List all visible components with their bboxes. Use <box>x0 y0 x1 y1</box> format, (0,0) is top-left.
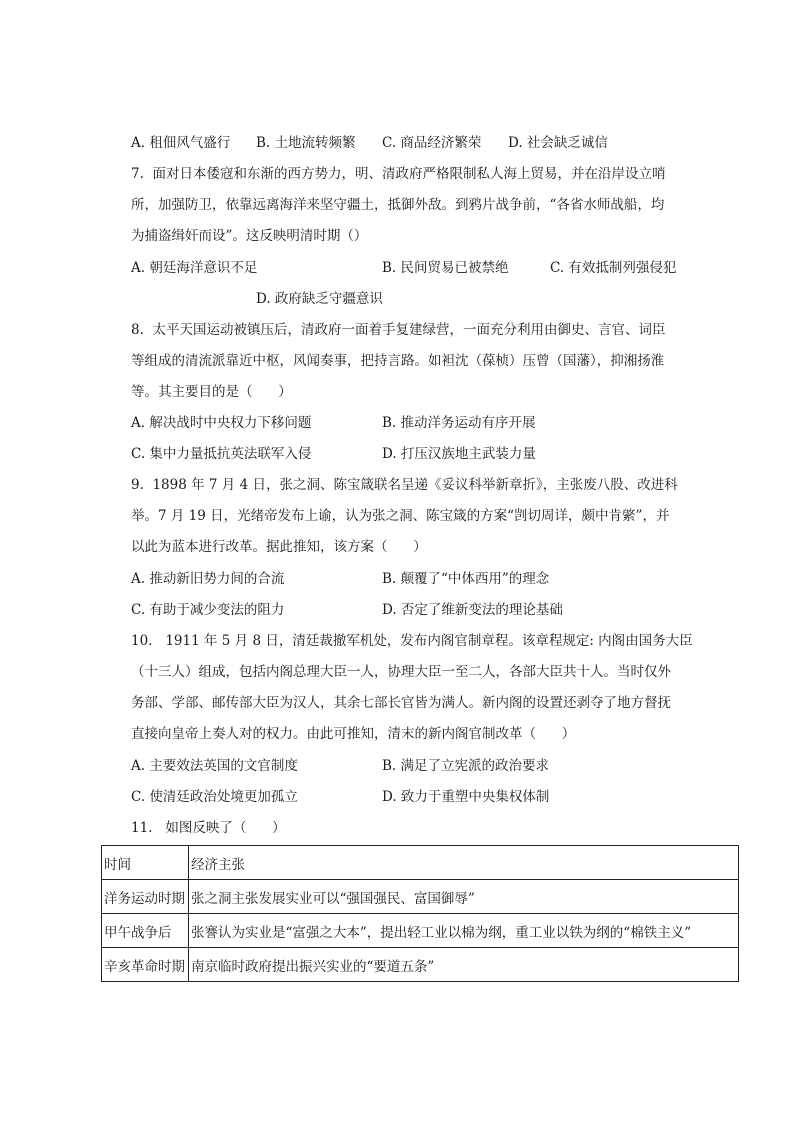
q7-option-c: C. 有效抵制列强侵犯 <box>550 260 677 276</box>
q10-stem-line-1: 10. 1911 年 5 月 8 日，清廷裁撤军机处，发布内阁官制章程。该章程规定: 内阁由国务大臣 <box>131 633 693 649</box>
q9-option-c: C. 有助于减少变法的阻力 <box>131 602 285 618</box>
table-cell-period: 甲午战争后 <box>102 914 189 948</box>
q7-option-a: A. 朝廷海洋意识不足 <box>131 260 258 276</box>
q8-option-d: D. 打压汉族地主武装力量 <box>382 446 536 462</box>
table-row <box>102 880 739 914</box>
q7-stem-line-3: 为捕盗缉奸而设”。这反映明清时期（） <box>131 228 368 244</box>
table-header-cell: 经济主张 <box>189 846 739 880</box>
table-cell-proposal: 南京临时政府提出振兴实业的“要道五条” <box>189 948 739 982</box>
q8-option-b: B. 推动洋务运动有序开展 <box>382 415 536 431</box>
q11-stem: 11. 如图反映了（ ） <box>131 820 286 836</box>
q7-option-b: B. 民间贸易已被禁绝 <box>382 260 509 276</box>
q9-stem-line-3: 以此为蓝本进行改革。据此推知，该方案（ ） <box>131 539 427 555</box>
q8-stem-line-1: 8. 太平天国运动被镇压后，清政府一面着手复建绿营，一面充分利用由御史、言官、词臣 <box>131 322 666 338</box>
q9-stem-line-2: 举。7 月 19 日，光绪帝发布上谕，认为张之洞、陈宝箴的方案“剀切周详，颇中肯綮”，并 <box>131 508 670 524</box>
q10-stem-line-3: 务部、学部、邮传部大臣为汉人，其余七部长官皆为满人。新内阁的设置还剥夺了地方督抚 <box>131 695 671 711</box>
q9-option-d: D. 否定了维新变法的理论基础 <box>382 602 563 618</box>
table-cell-proposal: 张謇认为实业是“富强之大本”，提出轻工业以棉为纲，重工业以铁为纲的“棉铁主义” <box>189 914 739 948</box>
q7-option-d: D. 政府缺乏守疆意识 <box>256 291 383 307</box>
table-cell-proposal: 张之洞主张发展实业可以“强国强民、富国御辱” <box>189 880 739 914</box>
q11-table <box>101 845 739 982</box>
table-cell-period: 辛亥革命时期 <box>102 948 189 982</box>
q8-option-a: A. 解决战时中央权力下移问题 <box>131 415 312 431</box>
q9-stem-line-1: 9. 1898 年 7 月 4 日，张之洞、陈宝箴联名呈递《妥议科举新章折》，主张废八股、改进科 <box>131 477 678 493</box>
q8-stem-line-2: 等组成的清流派靠近中枢，风闻奏事，把持言路。如袒沈（葆桢）压曾（国藩），抑湘扬淮 <box>131 353 665 369</box>
q10-stem-line-2: （十三人）组成，包括内阁总理大臣一人，协理大臣一至二人，各部大臣共十人。当时仅外 <box>131 664 671 680</box>
table-cell-period: 洋务运动时期 <box>102 880 189 914</box>
q6-option-c: C. 商品经济繁荣 <box>382 135 482 151</box>
q7-stem-line-1: 7. 面对日本倭寇和东渐的西方势力，明、清政府严格限制私人海上贸易，并在沿岸设立哨 <box>131 166 666 182</box>
table-header-row <box>102 846 739 880</box>
table-row <box>102 948 739 982</box>
q9-option-a: A. 推动新旧势力间的合流 <box>131 571 285 587</box>
q10-option-b: B. 满足了立宪派的政治要求 <box>382 758 550 774</box>
q9-option-b: B. 颠覆了“中体西用”的理念 <box>382 571 550 587</box>
q10-option-a: A. 主要效法英国的文官制度 <box>131 758 298 774</box>
table-header-cell: 时间 <box>102 846 189 880</box>
q6-option-a: A. 租佃风气盛行 <box>131 135 231 151</box>
q6-option-d: D. 社会缺乏诚信 <box>508 135 608 151</box>
q10-option-c: C. 使清廷政治处境更加孤立 <box>131 789 298 805</box>
q8-stem-line-3: 等。其主要目的是（ ） <box>131 384 292 400</box>
q6-option-b: B. 土地流转频繁 <box>256 135 356 151</box>
q10-stem-line-4: 直接向皇帝上奏人对的权力。由此可推知，清末的新内阁官制改革（ ） <box>131 726 576 742</box>
q8-option-c: C. 集中力量抵抗英法联军入侵 <box>131 446 312 462</box>
q10-option-d: D. 致力于重塑中央集权体制 <box>382 789 550 805</box>
table-row <box>102 914 739 948</box>
q7-stem-line-2: 所，加强防卫，依靠远离海洋来坚守疆土，抵御外敌。到鸦片战争前，“各省水师战船，均 <box>131 197 665 213</box>
